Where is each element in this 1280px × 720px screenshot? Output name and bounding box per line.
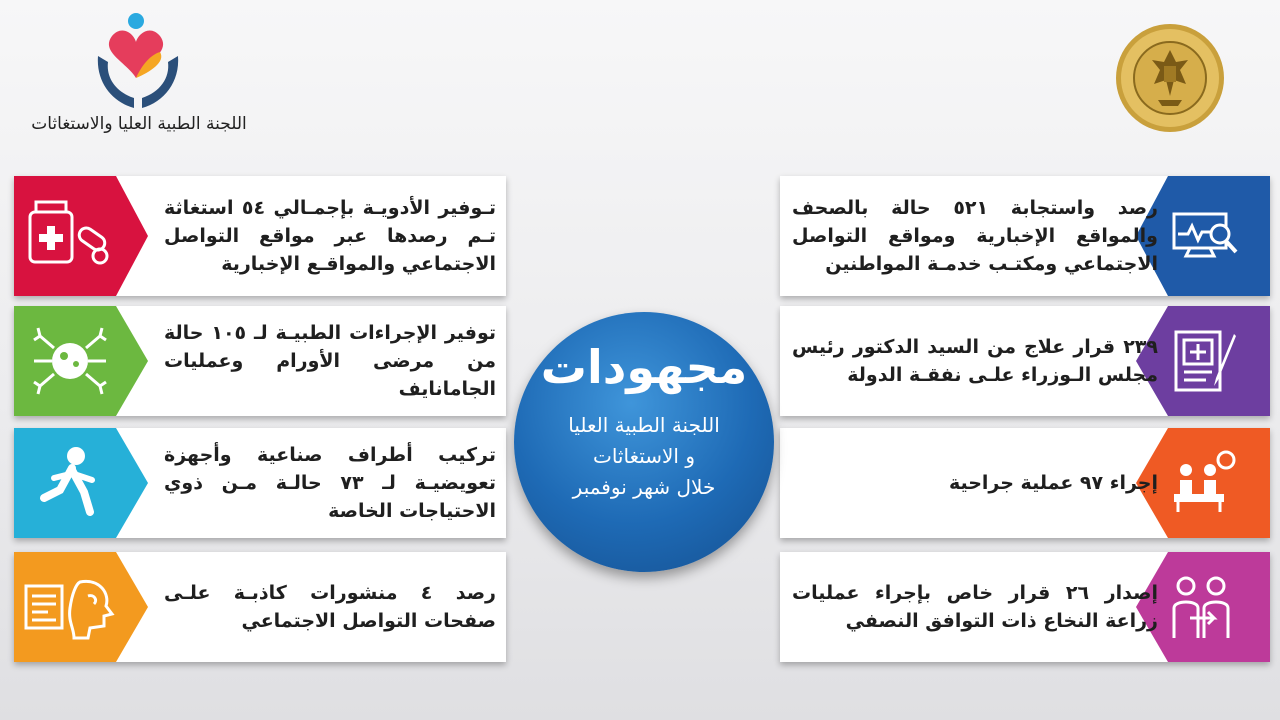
center-subtitle bbox=[532, 410, 756, 503]
left-card-text: تركيب أطراف صناعية وأجهزة تعويضيـة لـ ٧٣ حالـة مـن ذوي الاحتياجات الخاصة bbox=[164, 444, 497, 522]
center-title: مجهودات bbox=[540, 340, 748, 394]
cabinet-seal bbox=[1114, 22, 1226, 134]
right-card-text: رصد واستجابة ٥٢١ حالة بالصحف والمواقع الإخبارية ومواقع التواصل الاجتماعي ومكتـب خدمـة المواطنين bbox=[792, 197, 1158, 275]
left-card-text: توفير الإجراءات الطبيـة لـ ١٠٥ حالة من مرضى الأورام وعمليات الجامانايف bbox=[164, 322, 496, 400]
right-card-surgery bbox=[780, 428, 1270, 538]
medicine-icon bbox=[14, 176, 148, 296]
left-card-fake-news bbox=[14, 552, 506, 662]
committee-name: اللجنة الطبية العليا والاستغاثات bbox=[31, 114, 247, 134]
right-card-text: إجراء ٩٧ عملية جراحية bbox=[948, 472, 1158, 494]
center-subtitle-line: اللجنة الطبية العليا bbox=[568, 413, 720, 437]
right-card-text: ٢٣٩ قرار علاج من السيد الدكتور رئيس مجلس الـوزراء علـى نفقـة الدولة bbox=[792, 336, 1158, 386]
center-summary-circle bbox=[514, 312, 774, 572]
center-subtitle-line: خلال شهر نوفمبر bbox=[572, 475, 716, 499]
committee-logo bbox=[86, 12, 190, 112]
right-card-text: إصدار ٢٦ قرار خاص بإجراء عمليات زراعة النخاع ذات التوافق النصفي bbox=[792, 582, 1158, 632]
running-person-icon bbox=[14, 428, 148, 538]
center-subtitle-line: و الاستغاثات bbox=[592, 444, 695, 468]
left-card-medicine bbox=[14, 176, 506, 296]
right-card-monitoring bbox=[780, 176, 1270, 296]
left-card-text: رصد ٤ منشورات كاذبـة علـى صفحات التواصل الاجتماعي bbox=[164, 582, 496, 632]
left-card-prosthetics bbox=[14, 428, 506, 538]
right-card-treatment bbox=[780, 306, 1270, 416]
left-card-text: تـوفير الأدويـة بإجمـالي ٥٤ استغاثة تـم رصدها عبر مواقع التواصل الاجتماعي والمواقـع الإخبارية bbox=[164, 197, 496, 275]
fake-news-icon bbox=[14, 552, 148, 662]
right-card-bone-marrow bbox=[780, 552, 1270, 662]
tumor-cell-icon bbox=[14, 306, 148, 416]
left-card-tumor bbox=[14, 306, 506, 416]
